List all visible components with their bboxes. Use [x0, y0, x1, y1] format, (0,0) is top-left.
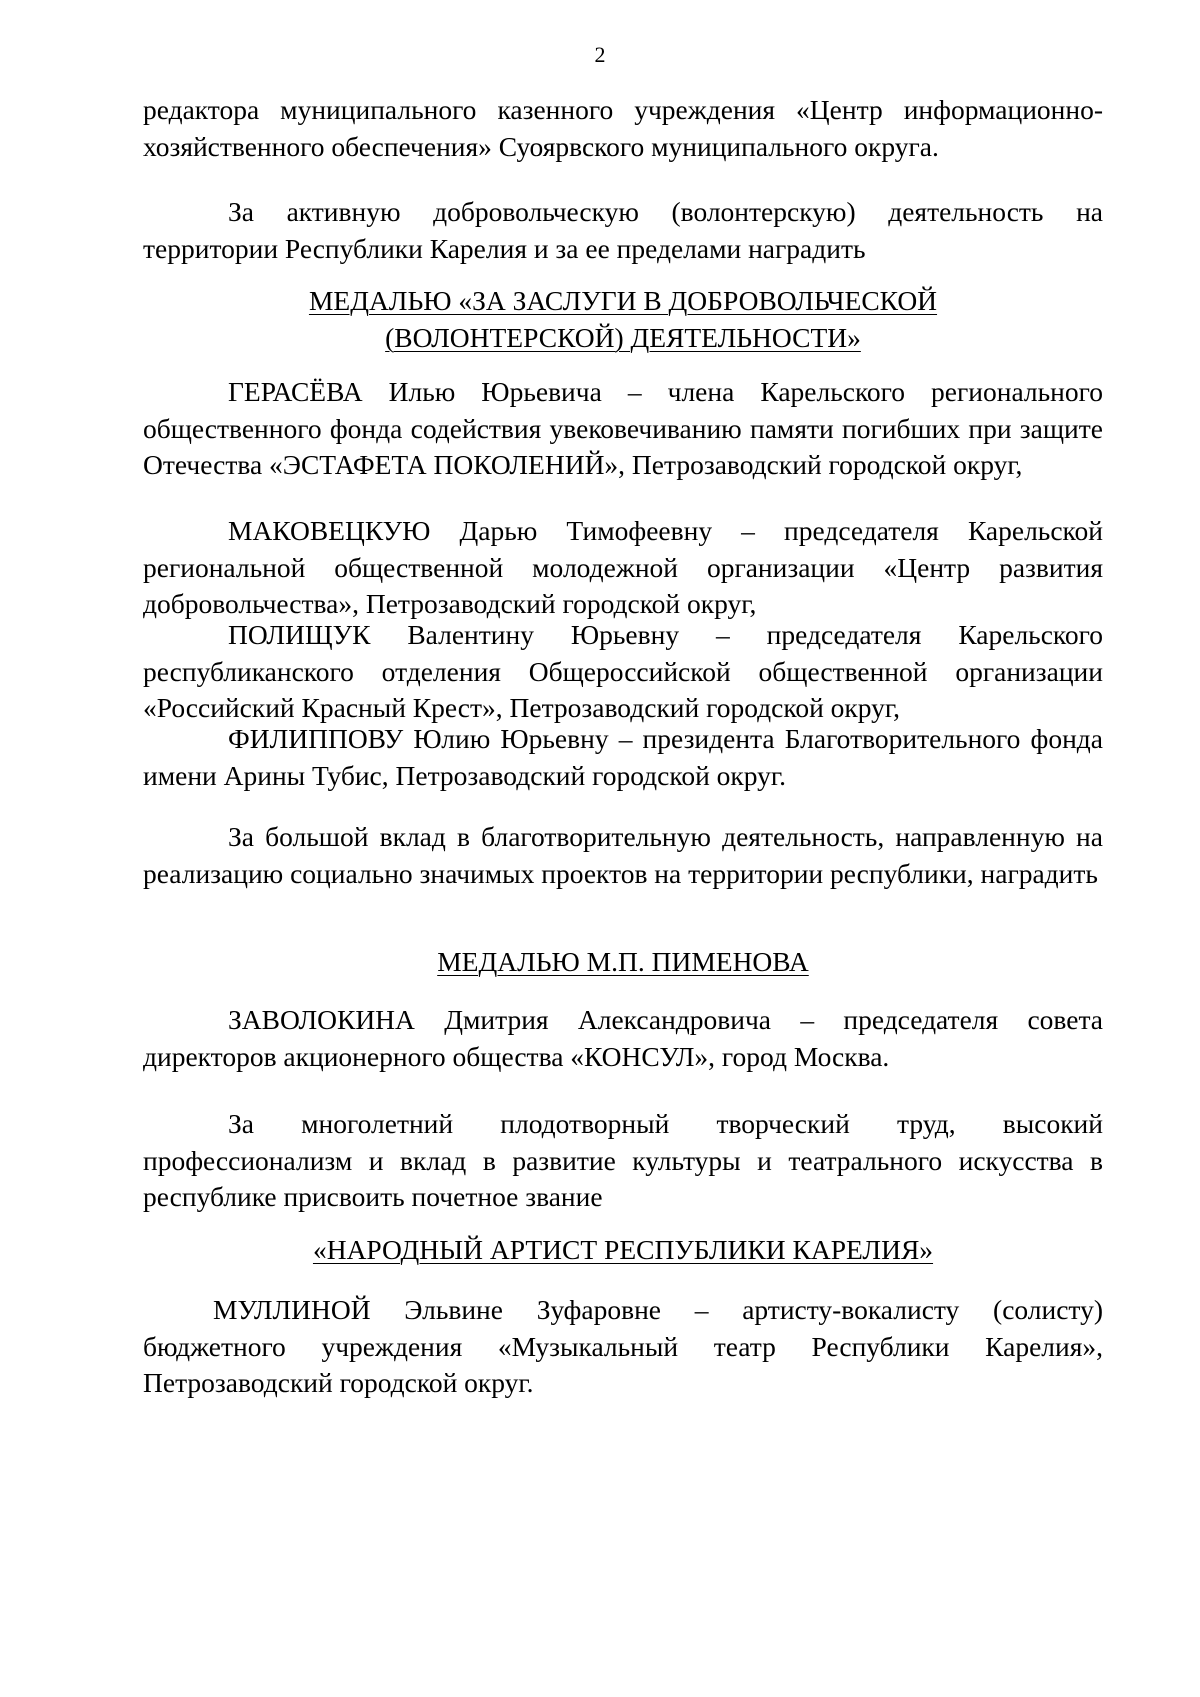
- award-entry-makovetskaya: МАКОВЕЦКУЮ Дарью Тимофеевну – председателя Карельской региональной общественной молодежной организации «Центр развития добровольчества», Петрозаводский городской округ,: [143, 515, 1103, 619]
- heading-volunteer-medal: [143, 283, 1103, 356]
- heading-peoples-artist: [143, 1232, 1103, 1269]
- heading-pimenov-medal-text: МЕДАЛЬЮ М.П. ПИМЕНОВА: [437, 946, 809, 977]
- paragraph-artist-intro: За многолетний плодотворный творческий труд, высокий профессионализм и вклад в развитие культуры и театрального искусства в республике присвоить почетное звание: [143, 1108, 1103, 1212]
- award-entry-filippova: ФИЛИППОВУ Юлию Юрьевну – президента Благотворительного фонда имени Арины Тубис, Петрозаводский городской округ.: [143, 723, 1103, 791]
- heading-volunteer-medal-line1: МЕДАЛЬЮ «ЗА ЗАСЛУГИ В ДОБРОВОЛЬЧЕСКОЙ: [308, 285, 938, 316]
- award-entry-polishchuk: ПОЛИЩУК Валентину Юрьевну – председателя Карельского республиканского отделения Общероссийской общественной организации «Российский Красный Крест», Петрозаводский городской округ,: [143, 619, 1103, 723]
- award-entry-mullina: МУЛЛИНОЙ Эльвине Зуфаровне – артисту-вокалисту (солисту) бюджетного учреждения «Музыкальный театр Республики Карелия», Петрозаводский городской округ.: [143, 1294, 1103, 1398]
- page-number: 2: [594, 42, 606, 67]
- award-entry-zavolokin: ЗАВОЛОКИНА Дмитрия Александровича – председателя совета директоров акционерного общества «КОНСУЛ», город Москва.: [143, 1004, 1103, 1072]
- paragraph-continuation: редактора муниципального казенного учреждения «Центр информационно-хозяйственного обеспечения» Суоярвского муниципального округа.: [143, 94, 1103, 162]
- heading-volunteer-medal-line2: (ВОЛОНТЕРСКОЙ) ДЕЯТЕЛЬНОСТИ»: [385, 321, 861, 353]
- heading-peoples-artist-text: «НАРОДНЫЙ АРТИСТ РЕСПУБЛИКИ КАРЕЛИЯ»: [312, 1234, 934, 1265]
- award-entry-gerasev: ГЕРАСЁВА Илью Юрьевича – члена Карельского регионального общественного фонда содействия увековечиванию памяти погибших при защите Отечества «ЭСТАФЕТА ПОКОЛЕНИЙ», Петрозаводский городской округ,: [143, 376, 1103, 480]
- paragraph-charity-intro: За большой вклад в благотворительную деятельность, направленную на реализацию социально значимых проектов на территории республики, наградить: [143, 821, 1103, 889]
- heading-pimenov-medal: [143, 944, 1103, 981]
- paragraph-volunteer-intro: За активную добровольческую (волонтерскую) деятельность на территории Республики Карелия и за ее пределами наградить: [143, 196, 1103, 264]
